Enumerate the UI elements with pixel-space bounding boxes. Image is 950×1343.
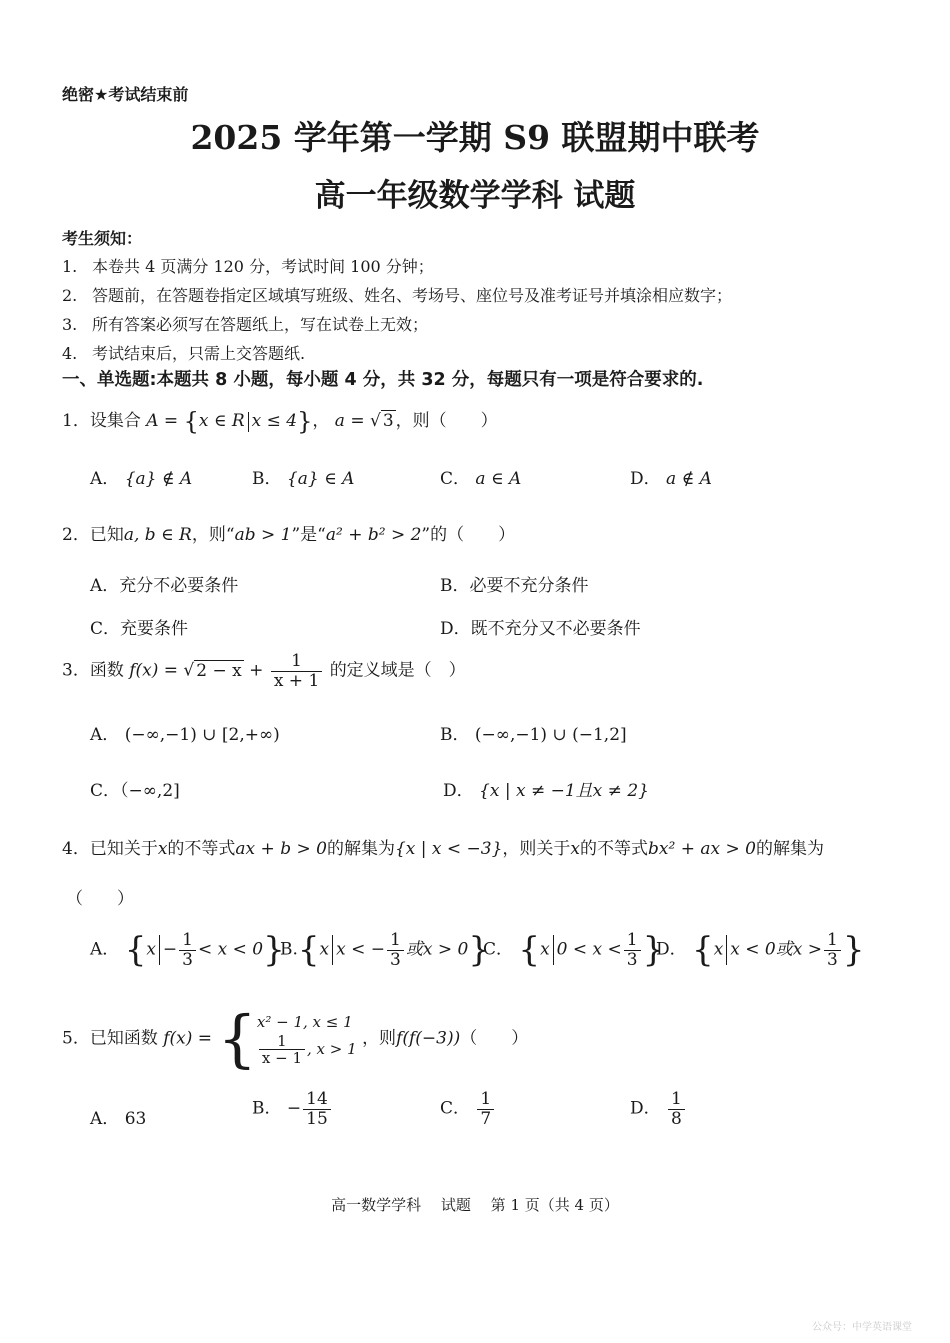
q3-option-d: D． {x | x ≠ −1且x ≠ 2}	[443, 781, 649, 801]
q5-option-b: B． − $\frac{14}{15}$	[252, 1090, 333, 1128]
exam-title: 2025 学年第一学期 S9 联盟期中联考	[190, 118, 760, 157]
q4-option-b: B.{x x < − $\frac{1}{3}$ 或x > 0}	[280, 929, 490, 970]
exam-subtitle: 高一年级数学学科 试题	[314, 178, 636, 214]
q4-option-a: A． {x − $\frac{1}{3}$ < x < 0}	[90, 929, 285, 970]
note-item: 3. 所有答案必须写在答题纸上，写在试卷上无效；	[62, 315, 429, 334]
q2-option-c: C．充要条件	[90, 619, 189, 639]
note-item: 4. 考试结束后，只需上交答题纸.	[62, 344, 306, 363]
q2-option-b: B．必要不充分条件	[440, 576, 589, 596]
question-2: 2．已知a, b ∈ R，则“ab > 1”是“a² + b² > 2”的（ ）	[62, 525, 516, 545]
piecewise-function: {x² − 1, x ≤ 1 $\frac{1}{x - 1}$ , x > 1	[217, 1002, 357, 1075]
q1-option-a: A． {a} ∉ A	[90, 469, 193, 489]
q4-option-c: C． {x 0 < x < $\frac{1}{3}$ }	[483, 929, 665, 970]
q3-option-a: A． (−∞,−1) ∪ [2,+∞)	[90, 725, 280, 745]
q1-option-b: B． {a} ∈ A	[252, 469, 355, 489]
question-5: 5．已知函数 f(x) = {x² − 1, x ≤ 1 $\frac{1}{x - 1}$ , x > 1 ，则f(f(−3))（ ）	[62, 1002, 529, 1075]
notes-heading: 考生须知：	[62, 229, 143, 248]
q3-option-c: C．（−∞,2]	[90, 781, 180, 801]
q2-option-a: A．充分不必要条件	[90, 576, 239, 596]
q3-option-b: B． (−∞,−1) ∪ (−1,2]	[440, 725, 627, 745]
q5-option-d: D． $\frac{1}{8}$	[630, 1090, 687, 1128]
question-1: 1．设集合 A = {x ∈ R x ≤ 4}， a = √ 3 ，则（ ）	[62, 407, 498, 436]
note-item: 1. 本卷共 4 页满分 120 分，考试时间 100 分钟；	[62, 257, 434, 276]
confidential-label: 绝密★考试结束前	[62, 85, 189, 104]
note-item: 2. 答题前，在答题卷指定区域填写班级、姓名、考场号、座位号及准考证号并填涂相应数字；	[62, 286, 733, 305]
q2-option-d: D．既不充分又不必要条件	[440, 619, 641, 639]
question-3: 3．函数 f(x) = √ 2 − x + $\frac{1}{x + 1}$ 的定义域是（ ）	[62, 651, 466, 691]
q5-option-a: A． 63	[90, 1109, 147, 1129]
q4-option-d: D． {x x < 0或x > $\frac{1}{3}$ }	[656, 929, 865, 970]
q5-option-c: C． $\frac{1}{7}$	[440, 1090, 496, 1128]
section-heading: 一、单选题:本题共 8 小题，每小题 4 分，共 32 分，每题只有一项是符合要求的.	[62, 370, 704, 390]
watermark: 公众号：中学英语课堂	[812, 1322, 912, 1333]
q4-answer-paren: （ ）	[66, 889, 134, 909]
question-4: 4．已知关于x的不等式ax + b > 0的解集为{x | x < −3}，则关于x的不等式bx² + ax > 0的解集为	[62, 839, 824, 859]
q1-option-c: C． a ∈ A	[440, 469, 522, 489]
page-footer: 高一数学学科 试题 第 1 页（共 4 页）	[331, 1196, 619, 1214]
q1-option-d: D． a ∉ A	[630, 469, 712, 489]
